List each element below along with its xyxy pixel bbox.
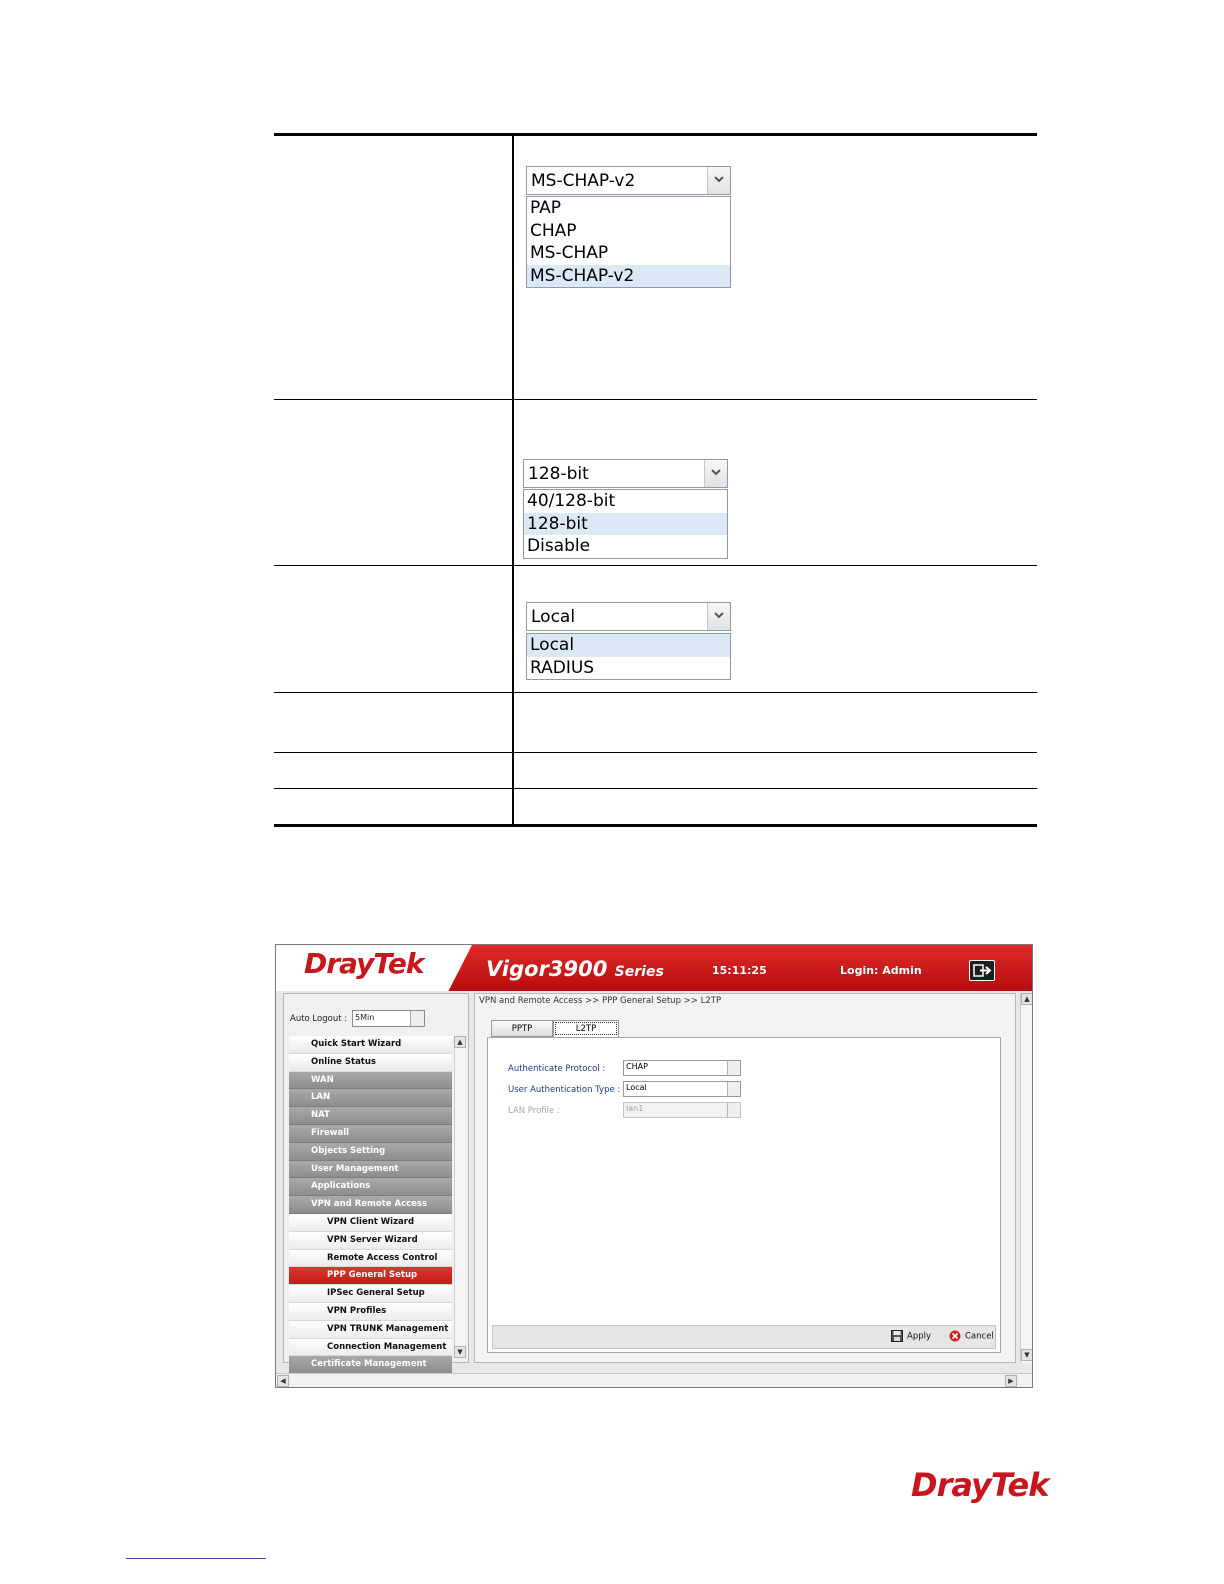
dropdown-selected[interactable] — [526, 166, 731, 195]
sidebar-item-wan[interactable]: WAN — [289, 1072, 452, 1090]
sidebar-item-user-management[interactable]: User Management — [289, 1161, 452, 1179]
dropdown-options-list — [523, 489, 728, 559]
table-row-divider — [274, 788, 1037, 789]
authenticate-protocol-select[interactable] — [623, 1060, 741, 1076]
dropdown-option[interactable]: CHAP — [530, 220, 577, 241]
apply-label: Apply — [907, 1331, 931, 1342]
chevron-down-icon[interactable] — [704, 460, 727, 487]
router-web-ui-screenshot — [275, 944, 1033, 1388]
scroll-up-button[interactable]: ▲ — [1021, 993, 1033, 1005]
sidebar-item-connection-management[interactable]: Connection Management — [289, 1339, 452, 1357]
chevron-down-icon[interactable] — [727, 1061, 740, 1075]
lan-profile-label: LAN Profile : — [508, 1106, 560, 1116]
lan-profile-select — [623, 1102, 741, 1118]
sidebar-item-quick-start-wizard[interactable]: Quick Start Wizard — [289, 1036, 452, 1054]
dropdown-selected[interactable] — [526, 602, 731, 631]
chevron-down-icon[interactable] — [707, 603, 730, 630]
auto-logout-label: Auto Logout : — [290, 1014, 348, 1024]
dropdown-option-highlighted[interactable]: 128-bit — [524, 513, 727, 536]
dropdown-selected[interactable] — [523, 459, 728, 488]
page-horizontal-scrollbar[interactable] — [276, 1373, 1032, 1388]
dropdown-option[interactable]: Disable — [527, 536, 591, 556]
breadcrumb: VPN and Remote Access >> PPP General Setup >> L2TP — [479, 996, 722, 1006]
sidebar-item-online-status[interactable]: Online Status — [289, 1054, 452, 1072]
dropdown-options-list — [526, 196, 731, 288]
table-row-divider — [274, 692, 1037, 693]
sidebar-item-certificate-management[interactable]: Certificate Management — [289, 1356, 452, 1374]
dropdown-option-highlighted[interactable]: Local — [527, 634, 730, 657]
authenticate-protocol-label: Authenticate Protocol : — [508, 1064, 606, 1074]
chevron-down-icon[interactable] — [707, 167, 730, 194]
table-row-divider — [274, 565, 1037, 566]
authenticate-protocol-value: CHAP — [626, 1062, 648, 1071]
sidebar-item-lan[interactable]: LAN — [289, 1089, 452, 1107]
scroll-down-button[interactable]: ▼ — [454, 1346, 466, 1358]
sidebar-item-applications[interactable]: Applications — [289, 1178, 452, 1196]
header-banner — [276, 945, 1033, 991]
scroll-down-button[interactable]: ▼ — [1021, 1349, 1033, 1361]
table-top-border — [274, 133, 1037, 136]
dropdown-option[interactable]: RADIUS — [530, 657, 595, 678]
scroll-left-button[interactable]: ◀ — [277, 1375, 289, 1387]
sidebar-item-vpn-profiles[interactable]: VPN Profiles — [289, 1303, 452, 1321]
sidebar-item-vpn-trunk-management[interactable]: VPN TRUNK Management — [289, 1321, 452, 1339]
main-content — [474, 993, 1016, 1363]
chevron-down-icon[interactable] — [410, 1011, 424, 1026]
page-vertical-scrollbar[interactable] — [1020, 993, 1033, 1363]
settings-panel — [487, 1037, 1001, 1353]
logout-icon — [970, 961, 994, 980]
model-title — [486, 957, 664, 981]
sidebar-item-ipsec-general-setup[interactable]: IPSec General Setup — [289, 1285, 452, 1303]
clock: 15:11:25 — [712, 964, 767, 977]
save-icon — [891, 1330, 903, 1342]
table-row-divider — [274, 399, 1037, 400]
lan-profile-value: lan1 — [626, 1104, 644, 1113]
user-auth-type-label: User Authentication Type : — [508, 1085, 621, 1095]
cancel-icon — [949, 1330, 961, 1342]
sidebar-item-ppp-general-setup[interactable]: PPP General Setup — [289, 1267, 452, 1285]
tab-l2tp[interactable]: L2TP — [553, 1020, 619, 1037]
action-bar — [492, 1325, 996, 1349]
sidebar-item-remote-access-control[interactable]: Remote Access Control — [289, 1250, 452, 1268]
sidebar — [283, 993, 469, 1370]
table-row-divider — [274, 752, 1037, 753]
dropdown-selected-value: 128-bit — [528, 464, 589, 484]
draytek-footer-logo: DrayTek — [911, 1466, 1049, 1504]
model-name: Vigor3900 — [486, 957, 608, 981]
chevron-down-icon — [727, 1103, 740, 1117]
sidebar-item-firewall[interactable]: Firewall — [289, 1125, 452, 1143]
user-auth-type-select[interactable] — [623, 1081, 741, 1097]
dropdown-option[interactable]: PAP — [530, 198, 562, 218]
table-column-divider — [512, 133, 514, 827]
login-status: Login: Admin — [840, 964, 922, 977]
dropdown-options-list — [526, 633, 731, 680]
dropdown-selected-value: MS-CHAP-v2 — [531, 171, 636, 191]
sidebar-item-vpn-client-wizard[interactable]: VPN Client Wizard — [289, 1214, 452, 1232]
scroll-right-button[interactable]: ▶ — [1005, 1375, 1017, 1387]
table-bottom-border — [274, 824, 1037, 827]
auto-logout-select[interactable] — [352, 1010, 425, 1027]
cancel-label: Cancel — [965, 1331, 994, 1342]
auto-logout — [290, 1013, 375, 1024]
apply-button[interactable] — [891, 1330, 931, 1342]
dropdown-option-highlighted[interactable]: MS-CHAP-v2 — [527, 265, 730, 288]
sidebar-menu — [289, 1036, 452, 1374]
draytek-logo: DrayTek — [304, 947, 424, 980]
dropdown-option[interactable]: MS-CHAP — [530, 243, 609, 263]
dropdown-option[interactable]: 40/128-bit — [527, 491, 616, 511]
sidebar-item-objects-setting[interactable]: Objects Setting — [289, 1143, 452, 1161]
user-auth-type-value: Local — [626, 1083, 647, 1092]
scroll-up-button[interactable]: ▲ — [454, 1036, 466, 1048]
sidebar-scrollbar[interactable] — [454, 1036, 465, 1358]
sidebar-item-vpn-and-remote-access[interactable]: VPN and Remote Access — [289, 1196, 452, 1214]
tab-pptp[interactable]: PPTP — [491, 1020, 553, 1037]
sidebar-item-nat[interactable]: NAT — [289, 1107, 452, 1125]
footer-underline — [126, 1558, 266, 1559]
series-label: Series — [614, 964, 664, 980]
dropdown-selected-value: Local — [531, 607, 576, 627]
auto-logout-value: 5Min — [355, 1013, 375, 1022]
sidebar-item-vpn-server-wizard[interactable]: VPN Server Wizard — [289, 1232, 452, 1250]
chevron-down-icon[interactable] — [727, 1082, 740, 1096]
cancel-button[interactable] — [949, 1330, 994, 1342]
logout-button[interactable] — [969, 960, 995, 981]
